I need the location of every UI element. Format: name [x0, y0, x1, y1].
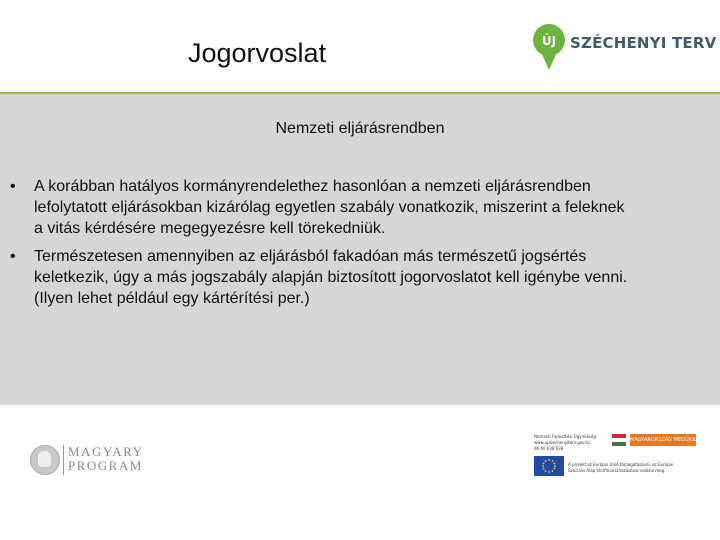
hungarian-flag-icon — [612, 434, 626, 446]
bullet-line: a vitás kérdésére megegyezésre kell törekedniük. — [34, 220, 386, 237]
funding-logo-block — [530, 430, 700, 480]
megujul-tag: MAGYARORSZÁG MEGÚJUL — [630, 434, 696, 446]
funding-phone-text: 06 40 638 638 — [534, 446, 564, 451]
eu-flag-icon — [534, 456, 564, 476]
szechenyi-logo-text: SZÉCHENYI TERV — [570, 34, 717, 52]
content-panel — [0, 92, 720, 405]
subtitle-text: Nemzeti eljárásrendben — [275, 120, 445, 137]
eu-support-text: A projekt az Európai Unió támogatásával, az Európai — [568, 462, 674, 467]
bullet-line: Természetesen amennyiben az eljárásból fakadóan más természetű jogsértés — [34, 248, 587, 265]
bullet-item — [10, 246, 716, 309]
magyary-emblem-icon — [30, 445, 60, 475]
szechenyi-terv-logo — [532, 20, 717, 76]
bullet-dot: • — [10, 248, 16, 265]
bullet-line: keletkezik, úgy a más jogszabály alapján biztosított jogorvoslatot kell igénybe venni. — [34, 269, 628, 286]
bullet-dot: • — [10, 178, 16, 195]
bullet-line: A korábban hatályos kormányrendelethez hasonlóan a nemzeti eljárásrendben — [34, 178, 591, 195]
slide-title: Jogorvoslat — [188, 38, 327, 68]
magyary-line1: MAGYARY — [68, 444, 144, 459]
esf-text: Szociális Alap társfinanszírozásával valósul meg. — [568, 468, 666, 473]
magyary-line2: PROGRAM — [68, 458, 143, 473]
bullet-line: (Ilyen lehet például egy kártérítési per.) — [34, 290, 310, 307]
bullet-list — [10, 176, 716, 316]
szechenyi-pin-icon — [532, 20, 568, 76]
bullet-line: lefolytatott eljárásokban kizárólag egyetlen szabály vonatkozik, miszerint a feleknek — [34, 199, 625, 216]
bullet-item — [10, 176, 716, 239]
magyary-logo-text — [68, 445, 144, 473]
logo-divider — [63, 445, 64, 475]
slide-subtitle — [0, 120, 720, 138]
magyary-program-logo — [30, 443, 150, 479]
funding-url-text: www.ujszechenyiterv.gov.hu — [534, 440, 591, 445]
szechenyi-badge-text: ÚJ — [541, 34, 557, 48]
funding-agency-text: Nemzeti Fejlesztési Ügynökség — [534, 434, 596, 439]
